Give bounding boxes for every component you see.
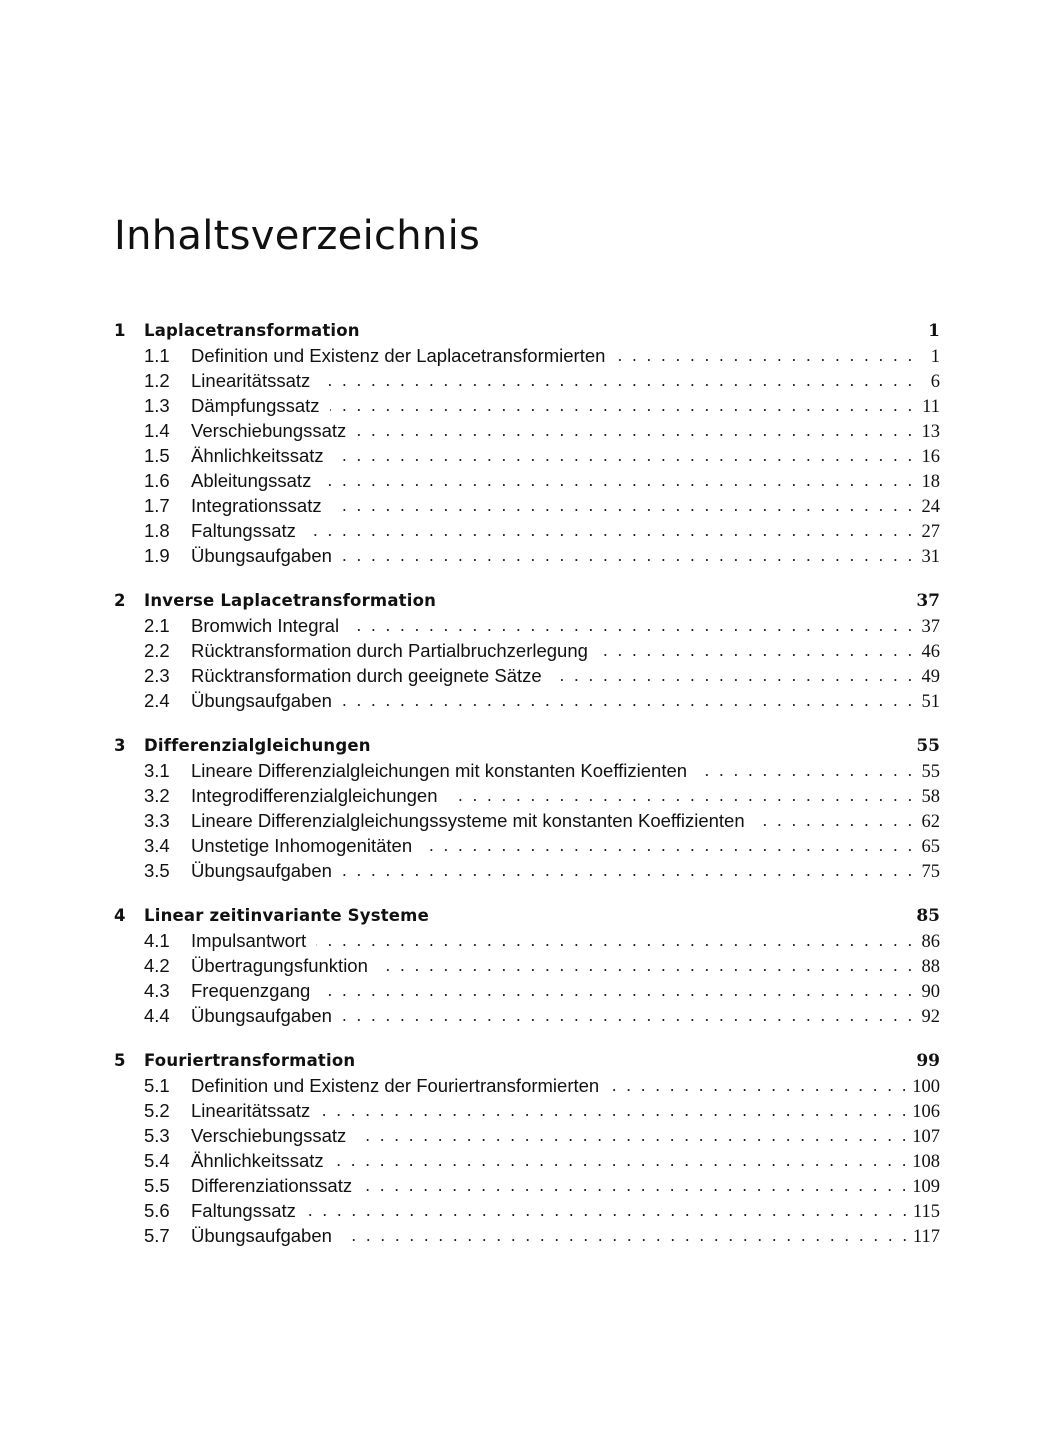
section-number: 1.7 (144, 495, 170, 516)
section-title: Lineare Differenzialgleichungssysteme mit konstanten Koeffizienten (191, 810, 745, 831)
chapter-number: 5 (114, 1051, 126, 1070)
section-title: Ableitungssatz (191, 470, 312, 491)
chapter-title: Laplacetransformation (144, 321, 360, 340)
section-page-number: 58 (921, 787, 940, 807)
section-number: 3.3 (144, 810, 170, 831)
section-number: 1.5 (144, 445, 170, 466)
section-number: 1.6 (144, 470, 170, 491)
toc-chapter-entry[interactable] (114, 903, 940, 928)
section-page-number: 107 (912, 1127, 940, 1147)
section-page-number: 109 (912, 1177, 940, 1197)
dot-leader (320, 978, 912, 1003)
dot-leader (378, 953, 912, 978)
section-number: 1.3 (144, 395, 170, 416)
page-title: Inhaltsverzeichnis (114, 213, 481, 259)
toc-section-entry[interactable] (114, 1173, 940, 1198)
section-page-number: 117 (912, 1227, 940, 1247)
toc-section-entry[interactable] (114, 543, 940, 568)
dot-leader (321, 468, 912, 493)
toc-section-entry[interactable] (114, 758, 940, 783)
toc-section-entry[interactable] (114, 638, 940, 663)
section-title: Linearitätssatz (191, 370, 311, 391)
toc-chapter (114, 733, 940, 883)
toc-chapter-entry[interactable] (114, 318, 940, 343)
section-title: Ähnlichkeitssatz (191, 445, 324, 466)
toc-section-entry[interactable] (114, 1123, 940, 1148)
dot-leader (697, 758, 912, 783)
section-title: Übungsaufgaben (191, 690, 332, 711)
section-title: Integrationssatz (191, 495, 322, 516)
dot-leader (349, 613, 912, 638)
section-number: 5.3 (144, 1125, 170, 1146)
toc-section-entry[interactable] (114, 1148, 940, 1173)
dot-leader (320, 368, 912, 393)
section-title: Faltungssatz (191, 1200, 296, 1221)
section-page-number: 55 (921, 762, 940, 782)
toc-section-entry[interactable] (114, 783, 940, 808)
dot-leader (334, 443, 912, 468)
section-number: 5.6 (144, 1200, 170, 1221)
section-page-number: 24 (921, 497, 940, 517)
section-title: Übungsaufgaben (191, 860, 332, 881)
section-page-number: 13 (921, 422, 940, 442)
dot-leader (448, 783, 912, 808)
dot-leader (609, 1073, 906, 1098)
chapter-title: Linear zeitinvariante Systeme (144, 906, 429, 925)
section-number: 5.1 (144, 1075, 170, 1096)
dot-leader (356, 418, 912, 443)
toc-section-entry[interactable] (114, 688, 940, 713)
section-page-number: 88 (921, 957, 940, 977)
section-page-number: 18 (921, 472, 940, 492)
chapter-page-number: 85 (916, 906, 940, 926)
chapter-number: 1 (114, 321, 126, 340)
toc-section-entry[interactable] (114, 1223, 940, 1248)
section-number: 3.1 (144, 760, 170, 781)
dot-leader (552, 663, 912, 688)
section-title: Impulsantwort (191, 930, 307, 951)
toc-section-entry[interactable] (114, 1073, 940, 1098)
toc-section-entry[interactable] (114, 663, 940, 688)
section-title: Unstetige Inhomogenitäten (191, 835, 413, 856)
section-title: Dämpfungssatz (191, 395, 320, 416)
dot-leader (306, 518, 912, 543)
section-number: 1.4 (144, 420, 170, 441)
toc-section-entry[interactable] (114, 518, 940, 543)
section-page-number: 106 (912, 1102, 940, 1122)
toc-chapter (114, 903, 940, 1028)
toc-section-entry[interactable] (114, 1003, 940, 1028)
section-title: Verschiebungssatz (191, 1125, 347, 1146)
section-title: Lineare Differenzialgleichungen mit konstanten Koeffizienten (191, 760, 688, 781)
section-page-number: 108 (912, 1152, 940, 1172)
toc-section-entry[interactable] (114, 443, 940, 468)
section-title: Übungsaufgaben (191, 1005, 332, 1026)
toc-section-entry[interactable] (114, 613, 940, 638)
toc-section-entry[interactable] (114, 833, 940, 858)
toc-section-entry[interactable] (114, 928, 940, 953)
section-title: Übertragungsfunktion (191, 955, 368, 976)
toc-section-entry[interactable] (114, 808, 940, 833)
section-title: Definition und Existenz der Fouriertransformierten (191, 1075, 600, 1096)
section-page-number: 75 (921, 862, 940, 882)
toc-chapter (114, 588, 940, 713)
chapter-page-number: 1 (928, 321, 940, 341)
chapter-page-number: 99 (916, 1051, 940, 1071)
toc-section-entry[interactable] (114, 1198, 940, 1223)
toc-chapter (114, 1048, 940, 1248)
dot-leader (342, 858, 912, 883)
section-page-number: 37 (921, 617, 940, 637)
toc-section-entry[interactable] (114, 343, 940, 368)
chapter-number: 2 (114, 591, 126, 610)
section-number: 1.1 (144, 345, 170, 366)
section-number: 2.4 (144, 690, 170, 711)
section-page-number: 16 (921, 447, 940, 467)
section-page-number: 115 (912, 1202, 940, 1222)
dot-leader (615, 343, 912, 368)
toc-section-entry[interactable] (114, 978, 940, 1003)
section-number: 5.7 (144, 1225, 170, 1246)
dot-leader (598, 638, 912, 663)
chapter-page-number: 55 (916, 736, 940, 756)
dot-leader (330, 393, 912, 418)
toc-chapter-entry[interactable] (114, 1048, 940, 1073)
dot-leader (332, 493, 912, 518)
dot-leader (755, 808, 912, 833)
section-title: Integrodifferenzialgleichungen (191, 785, 438, 806)
section-page-number: 90 (921, 982, 940, 1002)
section-page-number: 1 (930, 347, 940, 367)
section-page-number: 86 (921, 932, 940, 952)
section-number: 3.5 (144, 860, 170, 881)
dot-leader (342, 1223, 907, 1248)
section-page-number: 46 (921, 642, 940, 662)
section-page-number: 27 (921, 522, 940, 542)
dot-leader (342, 1003, 912, 1028)
section-title: Differenziationssatz (191, 1175, 353, 1196)
section-number: 1.2 (144, 370, 170, 391)
section-page-number: 6 (930, 372, 940, 392)
section-page-number: 62 (921, 812, 940, 832)
section-number: 4.2 (144, 955, 170, 976)
dot-leader (334, 1148, 907, 1173)
section-title: Faltungssatz (191, 520, 296, 541)
section-page-number: 49 (921, 667, 940, 687)
section-title: Übungsaufgaben (191, 1225, 332, 1246)
section-number: 3.2 (144, 785, 170, 806)
dot-leader (356, 1123, 906, 1148)
section-title: Frequenzgang (191, 980, 311, 1001)
chapter-page-number: 37 (916, 591, 940, 611)
chapter-title: Fouriertransformation (144, 1051, 356, 1070)
section-page-number: 51 (921, 692, 940, 712)
toc-section-entry[interactable] (114, 468, 940, 493)
section-title: Linearitätssatz (191, 1100, 311, 1121)
toc-chapter (114, 318, 940, 568)
section-number: 4.1 (144, 930, 170, 951)
toc-section-entry[interactable] (114, 953, 940, 978)
section-title: Definition und Existenz der Laplacetransformierten (191, 345, 606, 366)
chapter-number: 4 (114, 906, 126, 925)
section-title: Rücktransformation durch Partialbruchzerlegung (191, 640, 588, 661)
chapter-number: 3 (114, 736, 126, 755)
section-number: 5.4 (144, 1150, 170, 1171)
dot-leader (362, 1173, 906, 1198)
section-page-number: 65 (921, 837, 940, 857)
chapter-title: Inverse Laplacetransformation (144, 591, 437, 610)
dot-leader (316, 928, 912, 953)
dot-leader (320, 1098, 906, 1123)
section-number: 2.2 (144, 640, 170, 661)
dot-leader (342, 688, 912, 713)
toc-chapter-entry[interactable] (114, 588, 940, 613)
section-page-number: 31 (921, 547, 940, 567)
section-title: Rücktransformation durch geeignete Sätze (191, 665, 542, 686)
section-title: Verschiebungssatz (191, 420, 347, 441)
section-title: Bromwich Integral (191, 615, 340, 636)
section-number: 4.4 (144, 1005, 170, 1026)
toc-section-entry[interactable] (114, 368, 940, 393)
table-of-contents (114, 318, 940, 1268)
toc-section-entry[interactable] (114, 1098, 940, 1123)
section-number: 5.5 (144, 1175, 170, 1196)
toc-section-entry[interactable] (114, 858, 940, 883)
toc-section-entry[interactable] (114, 393, 940, 418)
section-page-number: 100 (912, 1077, 940, 1097)
section-number: 1.9 (144, 545, 170, 566)
section-page-number: 11 (922, 397, 940, 417)
toc-section-entry[interactable] (114, 493, 940, 518)
dot-leader (422, 833, 912, 858)
section-number: 2.1 (144, 615, 170, 636)
section-number: 3.4 (144, 835, 170, 856)
toc-chapter-entry[interactable] (114, 733, 940, 758)
chapter-title: Differenzialgleichungen (144, 736, 371, 755)
section-number: 4.3 (144, 980, 170, 1001)
toc-section-entry[interactable] (114, 418, 940, 443)
section-title: Ähnlichkeitssatz (191, 1150, 324, 1171)
dot-leader (342, 543, 912, 568)
section-page-number: 92 (921, 1007, 940, 1027)
section-number: 2.3 (144, 665, 170, 686)
section-number: 5.2 (144, 1100, 170, 1121)
section-number: 1.8 (144, 520, 170, 541)
dot-leader (306, 1198, 907, 1223)
section-title: Übungsaufgaben (191, 545, 332, 566)
